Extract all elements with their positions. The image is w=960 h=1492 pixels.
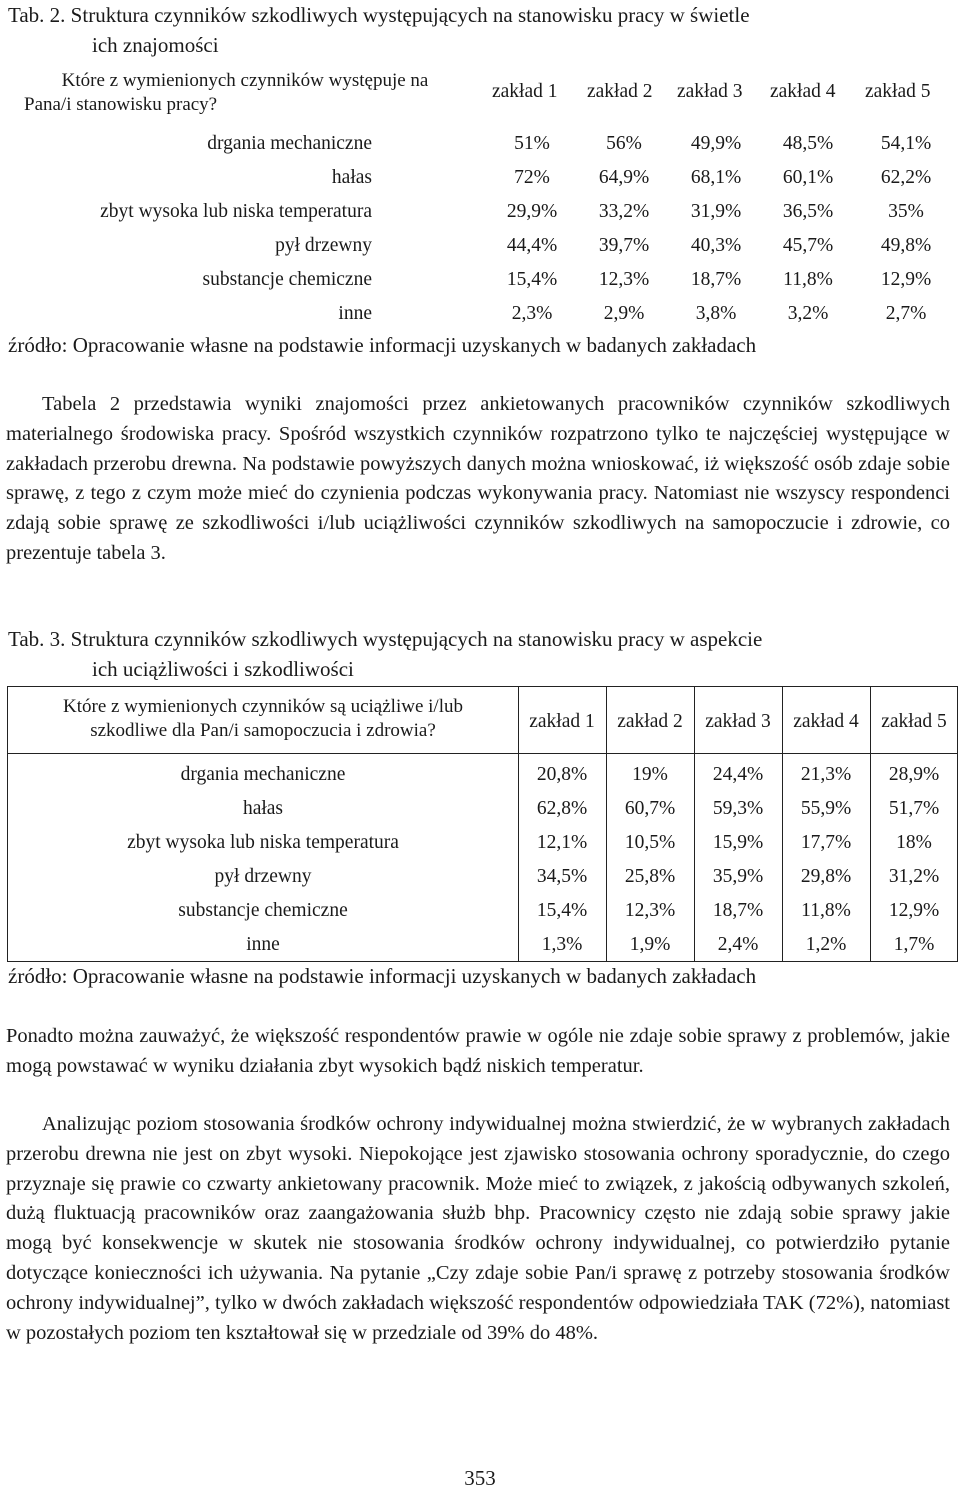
table-cell: 18% — [896, 832, 932, 853]
paragraph-2-text: Ponadto można zauważyć, że większość respondentów prawie w ogóle nie zdaje sobie sprawy z problemów, jakie mogą powstawać w wyniku działania zbyt wysokich bądź niskich temperatur. — [6, 1025, 950, 1077]
table-cell: 33,2% — [598, 201, 650, 222]
table1-header-zaklad3: zakład 3 — [677, 81, 743, 102]
table-cell: 3,8% — [695, 303, 737, 324]
table-cell: 62,2% — [880, 167, 932, 188]
row-label: drgania mechaniczne — [207, 133, 372, 154]
paragraph-1-text: Tabela 2 przedstawia wyniki znajomości przez ankietowanych pracowników czynników szkodliwych materialnego środowiska pracy. Spośród wszystkich czynników rozpatrzono tylko te najczęściej występujące w zakładach przerobu drewna. Na podstawie powyższych danych można wnioskować, iż większość osób zdaje sobie sprawę, z tego z czym może mieć do czynienia podczas wykonywania pracy. Natomiast nie wszyscy respondenci zdają sobie sprawę ze szkodliwości i/lub uciążliwości czynników szkodliwych na samopoczucie i zdrowie, co prezentuje tabela 3. — [6, 393, 950, 564]
table-cell: 12,9% — [880, 269, 932, 290]
table-cell: 21,3% — [800, 764, 852, 785]
table-cell: 29,9% — [506, 201, 558, 222]
table-cell: 39,7% — [598, 235, 650, 256]
paragraph-3 — [6, 1110, 950, 1348]
table-cell: 55,9% — [800, 798, 852, 819]
row-label: zbyt wysoka lub niska temperatura — [127, 832, 399, 853]
table1-header-zaklad2: zakład 2 — [587, 81, 653, 102]
table-cell: 28,9% — [888, 764, 940, 785]
table1-header-zaklad5: zakład 5 — [865, 81, 931, 102]
table-cell: 40,3% — [690, 235, 742, 256]
table-cell: 60,7% — [624, 798, 676, 819]
table1-header-zaklad4: zakład 4 — [770, 81, 836, 102]
table-cell: 2,3% — [511, 303, 553, 324]
table-row — [0, 265, 960, 295]
table-cell: 15,4% — [536, 900, 588, 921]
row-label: substancje chemiczne — [202, 269, 372, 290]
table-cell: 62,8% — [536, 798, 588, 819]
table1-caption-line2: ich znajomości — [92, 33, 219, 57]
table-cell: 68,1% — [690, 167, 742, 188]
table-cell: 49,8% — [880, 235, 932, 256]
table1-question — [12, 69, 478, 117]
table2-header-zaklad3: zakład 3 — [705, 711, 771, 732]
table-cell: 54,1% — [880, 133, 932, 154]
paragraph-3-text: Analizując poziom stosowania środków ochrony indywidualnej można stwierdzić, że w wybranych zakładach przerobu drewna nie jest on zbyt wysoki. Niepokojące jest zjawisko stosowania ochrony sporadycznie, do czego przyznaje się prawie co czwarty ankietowany pracownik. Może mieć to związek, z jakością odbywanych szkoleń, dużą fluktuacją pracowników oraz zaangażowania służb bhp. Pracownicy często nie zdają sobie sprawy jakie mogą być konsekwencje w skutek nie stosowania środków ochrony indywidualnej, co potwierdziło pytanie dotyczące konieczności ich używania. Na pytanie „Czy zdaje sobie Pan/i sprawę z potrzeby stosowania środków ochrony indywidualnej”, tylko w dwóch zakładach większość respondentów odpowiedziała TAK (72%), natomiast w pozostałych poziom ten kształtował się w przedziale od 39% do 48%. — [6, 1113, 950, 1344]
table-row — [8, 860, 959, 894]
table-cell: 15,9% — [712, 832, 764, 853]
table-cell: 24,4% — [712, 764, 764, 785]
table1-header-zaklad1: zakład 1 — [492, 81, 558, 102]
table2-question — [8, 695, 518, 743]
table-cell: 11,8% — [783, 269, 833, 290]
table-cell: 36,5% — [782, 201, 834, 222]
paragraph-2 — [6, 1022, 950, 1082]
table-cell: 59,3% — [712, 798, 764, 819]
table-cell: 44,4% — [506, 235, 558, 256]
row-label: hałas — [331, 167, 372, 188]
row-label: drgania mechaniczne — [180, 764, 346, 785]
table-cell: 20,8% — [536, 764, 588, 785]
table-cell: 48,5% — [782, 133, 834, 154]
table-cell: 64,9% — [598, 167, 650, 188]
row-label: pył drzewny — [214, 866, 312, 887]
table-cell: 49,9% — [690, 133, 742, 154]
table1-caption — [8, 0, 750, 60]
table-cell: 25,8% — [624, 866, 676, 887]
table-row — [0, 129, 960, 159]
table-cell: 29,8% — [800, 866, 852, 887]
paragraph-1 — [6, 390, 950, 569]
table-row — [0, 231, 960, 261]
table-cell: 56% — [606, 133, 642, 154]
table-cell: 51,7% — [888, 798, 940, 819]
table-cell: 35,9% — [712, 866, 764, 887]
table2-header-zaklad4: zakład 4 — [793, 711, 859, 732]
table-row — [8, 928, 959, 962]
page-number: 353 — [464, 1466, 496, 1490]
table2-caption-line2: ich uciążliwości i szkodliwości — [92, 657, 354, 681]
table2 — [7, 686, 958, 962]
table-cell: 1,2% — [805, 934, 847, 955]
table-row — [0, 299, 960, 329]
table1-question-line2: Pana/i stanowisku pracy? — [24, 94, 218, 115]
table-cell: 31,2% — [888, 866, 940, 887]
table-cell: 18,7% — [712, 900, 764, 921]
row-label: zbyt wysoka lub niska temperatura — [100, 201, 372, 222]
table-cell: 18,7% — [690, 269, 742, 290]
table-row — [8, 826, 959, 860]
table-cell: 2,4% — [717, 934, 759, 955]
table-cell: 2,7% — [885, 303, 927, 324]
table1-question-line1: Które z wymienionych czynników występuje na — [61, 70, 429, 91]
table-cell: 1,3% — [541, 934, 583, 955]
row-label: hałas — [242, 798, 284, 819]
row-label: substancje chemiczne — [178, 900, 348, 921]
table-cell: 12,3% — [624, 900, 676, 921]
table-cell: 10,5% — [624, 832, 676, 853]
table-cell: 11,8% — [801, 900, 851, 921]
table-cell: 12,3% — [598, 269, 650, 290]
table-cell: 2,9% — [603, 303, 645, 324]
table-cell: 60,1% — [782, 167, 834, 188]
table-cell: 15,4% — [506, 269, 558, 290]
table-cell: 31,9% — [690, 201, 742, 222]
table-cell: 45,7% — [782, 235, 834, 256]
table-row — [8, 894, 959, 928]
table-cell: 12,1% — [536, 832, 588, 853]
table2-header-zaklad2: zakład 2 — [617, 711, 683, 732]
table-cell: 3,2% — [787, 303, 829, 324]
table-cell: 72% — [514, 167, 550, 188]
table2-source: źródło: Opracowanie własne na podstawie informacji uzyskanych w badanych zakładach — [8, 964, 757, 988]
table-row — [0, 163, 960, 193]
table2-question-line1: Które z wymienionych czynników są uciążliwe i/lub — [63, 696, 463, 717]
table-cell: 19% — [632, 764, 668, 785]
table-cell: 1,9% — [629, 934, 671, 955]
table1-caption-line1: Tab. 2. Struktura czynników szkodliwych występujących na stanowisku pracy w świetle — [8, 3, 750, 27]
table2-question-line2: szkodliwe dla Pan/i samopoczucia i zdrowia? — [90, 720, 436, 741]
table2-header-zaklad5: zakład 5 — [881, 711, 947, 732]
table2-caption-line1: Tab. 3. Struktura czynników szkodliwych występujących na stanowisku pracy w aspekcie — [8, 627, 763, 651]
table2-header-zaklad1: zakład 1 — [529, 711, 595, 732]
header-divider — [8, 753, 957, 754]
table-row — [8, 758, 959, 792]
table1-source: źródło: Opracowanie własne na podstawie informacji uzyskanych w badanych zakładach — [8, 333, 757, 357]
table-cell: 34,5% — [536, 866, 588, 887]
table-row — [0, 197, 960, 227]
table-cell: 35% — [888, 201, 924, 222]
table-cell: 12,9% — [888, 900, 940, 921]
table-cell: 51% — [514, 133, 550, 154]
row-label: pył drzewny — [275, 235, 372, 256]
table-cell: 1,7% — [893, 934, 935, 955]
table-cell: 17,7% — [800, 832, 852, 853]
table2-caption — [8, 624, 762, 684]
row-label: inne — [246, 934, 280, 955]
row-label: inne — [338, 303, 372, 324]
table-row — [8, 792, 959, 826]
